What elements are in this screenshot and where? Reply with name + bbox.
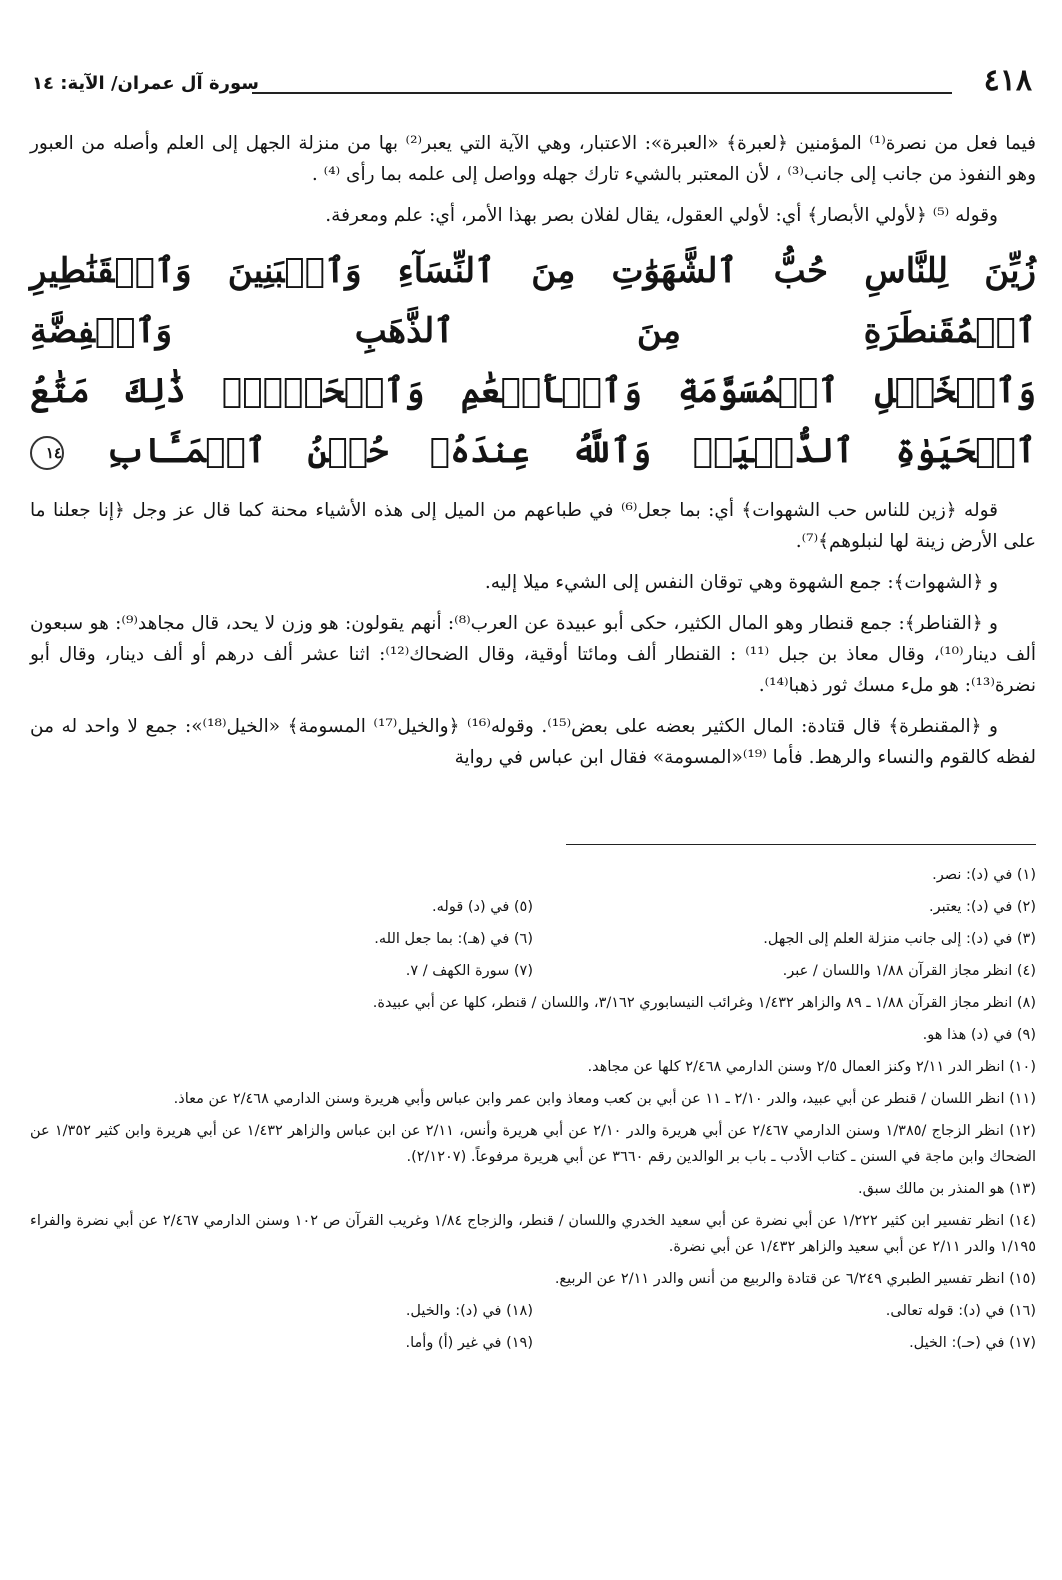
header-rule (252, 92, 952, 94)
footnote-9: (٩) في (د) هذا هو. (922, 1027, 1036, 1043)
footnote-13: (١٣) هو المنذر بن مالك سبق. (857, 1181, 1036, 1197)
footnote-row (30, 894, 1036, 920)
footnote-4: (٤) انظر مجاز القرآن ١/٨٨ واللسان / عبر. (782, 963, 1036, 979)
running-head (30, 62, 1036, 106)
paragraph-qanatir: و ﴿القناطر﴾: جمع قنطار وهو المال الكثير، حكى أبو عبيدة عن العرب⁽⁸⁾: أنهم يقولون: هو وزن لا يحد، قال مجاهد⁽⁹⁾: هو سبعون ألف دينار⁽¹⁰⁾، وقال معاذ بن جبل ⁽¹¹⁾ : القنطار ألف ومائتا أوقية، وقال الضحاك⁽¹²⁾: اثنا عشر ألف درهم أو ألف دينار، وقال أبو نضرة⁽¹³⁾: هو ملء مسك ثور ذهبا⁽¹⁴⁾. (30, 613, 1036, 696)
footnote-6: (٦) في (هـ): بما جعل الله. (374, 931, 533, 947)
footnote-19: (١٩) في غير (أ) وأما. (405, 1335, 533, 1351)
footnote-18: (١٨) في (د): والخيل. (405, 1303, 533, 1319)
paragraph-absar: وقوله ⁽⁵⁾ ﴿لأولي الأبصار﴾ أي: لأولي العقول، يقال لفلان بصر بهذا الأمر، أي: علم ومعرفة. (325, 205, 998, 226)
footnote-row (30, 1330, 1036, 1356)
footnotes (30, 862, 1036, 1362)
page-number: ٤١٨ (983, 63, 1032, 98)
verse-line-1: زُيِّنَ لِلنَّاسِ حُبُّ ٱلشَّهَوَٰتِ مِنَ ٱلنِّسَآءِ وَٱلۡبَنِينَ وَٱلۡقَنَٰطِيرِ ٱلۡمُقَنطَرَةِ مِنَ ٱلذَّهَبِ وَٱلۡفِضَّةِ (30, 251, 1036, 351)
paragraph-zuyyina: قوله ﴿زين للناس حب الشهوات﴾ أي: بما جعل⁽⁶⁾ في طباعهم من الميل إلى هذه الأشياء محنة كما قال عز وجل ﴿إنا جعلنا ما على الأرض زينة لها لنبلوهم﴾⁽⁷⁾. (30, 500, 1036, 552)
footnote-5: (٥) في (د) قوله. (432, 899, 533, 915)
footnote-1: (١) في (د): نصر. (932, 867, 1036, 883)
footnote-11: (١١) انظر اللسان / قنطر عن أبي عبيد، والدر ٢/١٠ ـ ١١ عن أبي بن كعب ومعاذ وابن عمر وابن عباس وأبي هريرة وسنن الدارمي ٢/٤٦٨ عن معاذ. (173, 1091, 1036, 1107)
main-text (30, 128, 1036, 783)
verse-line-2 (30, 361, 1036, 481)
footnote-7: (٧) سورة الكهف / ٧. (405, 963, 533, 979)
footnote-8: (٨) انظر مجاز القرآن ١/٨٨ ـ ٨٩ والزاهر ١/٤٣٢ وغرائب النيسابوري ٣/١٦٢، واللسان / قنطر، كلها عن أبي عبيدة. (372, 995, 1036, 1011)
paragraph-shahawat: و ﴿الشهوات﴾: جمع الشهوة وهي توقان النفس إلى الشيء ميلا إليه. (484, 572, 998, 593)
footnote-3: (٣) في (د): إلى جانب منزلة العلم إلى الجهل. (763, 931, 1036, 947)
footnote-17: (١٧) في (حـ): الخيل. (909, 1335, 1036, 1351)
footnote-row (30, 958, 1036, 984)
quran-verse (30, 241, 1036, 481)
book-page (30, 50, 1036, 1560)
footnote-10: (١٠) انظر الدر ٢/١١ وكنز العمال ٢/٥ وسنن الدارمي ٢/٤٦٨ كلها عن مجاهد. (587, 1059, 1036, 1075)
verse-line-2-text: وَٱلۡخَيۡلِ ٱلۡمُسَوَّمَةِ وَٱلۡأَنۡعَٰمِ وَٱلۡحَرۡثِۗ ذَٰلِكَ مَتَٰعُ ٱلۡحَيَوٰةِ ٱلدُّنۡيَاۖ وَٱللَّهُ عِندَهُۥ حُسۡنُ ٱلۡمَـَٔابِ (30, 371, 1036, 471)
paragraph-ibrah: فيما فعل من نصرة⁽¹⁾ المؤمنين ﴿لعبرة﴾ «العبرة»: الاعتبار، وهي الآية التي يعبر⁽²⁾ بها من منزلة الجهل إلى العلم وأصله من العبور وهو النفوذ من جانب إلى جانب⁽³⁾ ، لأن المعتبر بالشيء تارك جهله وواصل إلى علمه بما رأى ⁽⁴⁾ . (30, 133, 1037, 185)
footnote-15: (١٥) انظر تفسير الطبري ٦/٢٤٩ عن قتادة والربيع من أنس والدر ٢/١١ عن الربيع. (554, 1271, 1036, 1287)
surah-title: سورة آل عمران/ الآية: ١٤ (32, 73, 259, 94)
footnote-row (30, 1298, 1036, 1324)
footnote-row (30, 926, 1036, 952)
footnote-14: (١٤) انظر تفسير ابن كثير ١/٢٢٢ عن أبي نضرة عن أبي سعيد الخدري واللسان / قنطر، والزجاج ١/٨٤ وغريب القرآن ص ١٠٢ وسنن الدارمي ٢/٤٦٧ عن أبي نضرة والفراء ١/١٩٥ والدر ٢/١١ عن أبي سعيد والزاهر ١/٤٣٢ عن أبي نضرة. (30, 1213, 1036, 1255)
footnote-2: (٢) في (د): يعتبر. (928, 899, 1036, 915)
paragraph-muqantara: و ﴿المقنطرة﴾ قال قتادة: المال الكثير بعضه على بعض⁽¹⁵⁾. وقوله⁽¹⁶⁾ ﴿والخيل⁽¹⁷⁾ المسومة﴾ «الخيل⁽¹⁸⁾»: جمع لا واحد له من لفظه كالقوم والنساء والرهط. فأما ⁽¹⁹⁾«المسومة» فقال ابن عباس في رواية (30, 716, 1036, 768)
footnote-16: (١٦) في (د): قوله تعالى. (885, 1303, 1036, 1319)
verse-number-marker: ١٤ (30, 436, 64, 470)
footnote-rule (566, 844, 1036, 845)
footnote-12: (١٢) انظر الزجاج /١/٣٨٥ وسنن الدارمي ٢/٤٦٧ عن أبي هريرة والدر ٢/١٠ عن أبي هريرة وأنس، ٢/١١ عن ابن عباس والزاهر ١/٤٣٢ عن أبي هريرة وابن كثير ١/٣٥٢ عن الضحاك وابن ماجة في السنن ـ كتاب الأدب ـ باب بر الوالدين رقم ٣٦٦٠ عن أبي هريرة مرفوعاً. (٢/١٢٠٧). (30, 1123, 1036, 1165)
